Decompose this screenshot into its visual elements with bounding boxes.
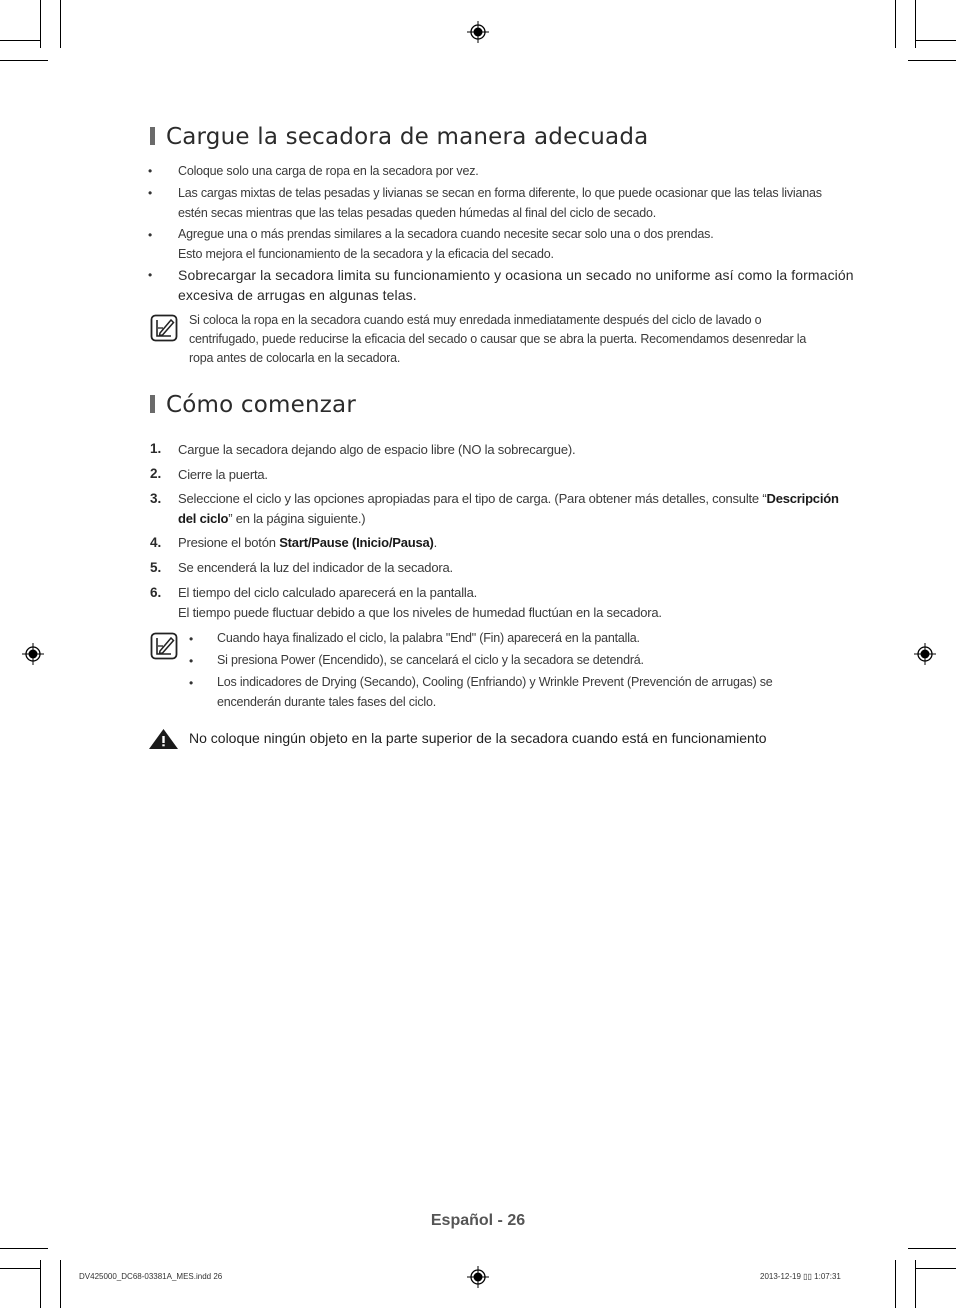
list-item bbox=[178, 161, 479, 181]
step-text: Cargue la secadora dejando algo de espacio libre (NO la sobrecargue). bbox=[178, 442, 576, 457]
step-text-part: . bbox=[433, 535, 438, 550]
note-list-item bbox=[217, 628, 640, 648]
bullet-glyph: • bbox=[148, 186, 153, 200]
crop-mark bbox=[0, 1248, 48, 1249]
step-number: 4. bbox=[150, 535, 162, 550]
note-line: Los indicadores de Drying (Secando), Cooling (Enfriando) y Wrinkle Prevent (Prevención de arrugas) se bbox=[217, 675, 773, 689]
title-bar bbox=[150, 127, 155, 145]
step-bold-text: del ciclo bbox=[178, 511, 229, 526]
title-bar bbox=[150, 395, 155, 413]
step-text bbox=[178, 583, 662, 623]
date-slug: 2013-12-19 ▯▯ 1:07:31 bbox=[760, 1272, 841, 1281]
note-line: Si coloca la ropa en la secadora cuando está muy enredada inmediatamente después del ciclo de lavado o bbox=[189, 313, 762, 327]
step-text: Se encenderá la luz del indicador de la secadora. bbox=[178, 560, 453, 575]
list-item-line: Sobrecargar la secadora limita su funcionamiento y ocasiona un secado no uniforme así como la formación bbox=[178, 267, 854, 283]
list-item-line: Las cargas mixtas de telas pesadas y livianas se secan en forma diferente, lo que puede ocasionar que las telas livianas bbox=[178, 186, 822, 200]
crop-mark bbox=[916, 40, 956, 41]
note-list-item bbox=[217, 650, 644, 670]
list-item bbox=[178, 183, 822, 223]
crop-mark bbox=[60, 0, 61, 48]
note-line: Si presiona Power (Encendido), se cancelará el ciclo y la secadora se detendrá. bbox=[217, 653, 644, 667]
section-title-comenzar bbox=[150, 392, 356, 418]
crop-mark bbox=[908, 1248, 956, 1249]
bullet-glyph: • bbox=[189, 654, 194, 668]
step-text bbox=[178, 489, 839, 529]
crop-mark bbox=[40, 0, 41, 48]
bullet-glyph: • bbox=[148, 164, 153, 178]
step-bold-text: Start/Pause (Inicio/Pausa) bbox=[279, 535, 434, 550]
crop-mark bbox=[916, 1268, 956, 1269]
step-number: 6. bbox=[150, 585, 162, 600]
page-number: Español - 26 bbox=[430, 1212, 526, 1229]
warning-text: No coloque ningún objeto en la parte superior de la secadora cuando está en funcionamiento bbox=[189, 730, 767, 746]
note-line: encenderán durante tales fases del ciclo. bbox=[217, 695, 437, 709]
note-pencil-icon bbox=[150, 314, 178, 342]
bullet-glyph: • bbox=[148, 228, 153, 242]
list-item-line: excesiva de arrugas en algunas telas. bbox=[178, 287, 417, 303]
bullet-glyph: • bbox=[189, 632, 194, 646]
list-item bbox=[178, 224, 714, 264]
step-bold-text: Descripción bbox=[766, 491, 839, 506]
step-text: Cierre la puerta. bbox=[178, 467, 268, 482]
crop-mark bbox=[0, 40, 40, 41]
section-title-cargue bbox=[150, 124, 648, 150]
note-pencil-icon bbox=[150, 632, 178, 660]
crop-mark bbox=[0, 60, 48, 61]
bullet-glyph: • bbox=[148, 268, 153, 282]
step-line bbox=[178, 509, 839, 529]
step-text-part: Seleccione el ciclo y las opciones apropiadas para el tipo de carga. (Para obtener más detalles, consulte “ bbox=[178, 491, 767, 506]
registration-mark-icon bbox=[22, 643, 44, 665]
step-number: 3. bbox=[150, 491, 162, 506]
list-item-line: Agregue una o más prendas similares a la secadora cuando necesite secar solo una o dos prendas. bbox=[178, 227, 714, 241]
warning-triangle-icon bbox=[148, 728, 179, 750]
crop-mark bbox=[895, 0, 896, 48]
note-line: centrifugado, puede reducirse la eficacia del secado o causar que se abra la puerta. Recomendamos desenredar la bbox=[189, 332, 807, 346]
step-line: El tiempo puede fluctuar debido a que los niveles de humedad fluctúan en la secadora. bbox=[178, 605, 662, 620]
crop-mark bbox=[40, 1260, 41, 1308]
registration-mark-icon bbox=[467, 21, 489, 43]
crop-mark bbox=[60, 1260, 61, 1308]
step-text-part: Presione el botón bbox=[178, 535, 280, 550]
list-item-line: Esto mejora el funcionamiento de la secadora y la eficacia del secado. bbox=[178, 247, 554, 261]
bullet-glyph: • bbox=[189, 676, 194, 690]
step-text-part: ” en la página siguiente.) bbox=[228, 511, 366, 526]
section-title-text: Cargue la secadora de manera adecuada bbox=[166, 124, 649, 150]
step-line bbox=[178, 489, 839, 509]
step-number: 5. bbox=[150, 560, 162, 575]
step-number: 2. bbox=[150, 466, 162, 481]
section-title-text: Cómo comenzar bbox=[166, 392, 356, 418]
note-list-item bbox=[217, 672, 773, 712]
crop-mark bbox=[908, 60, 956, 61]
step-line: El tiempo del ciclo calculado aparecerá en la pantalla. bbox=[178, 585, 478, 600]
note-line: Cuando haya finalizado el ciclo, la palabra "End" (Fin) aparecerá en la pantalla. bbox=[217, 631, 640, 645]
registration-mark-icon bbox=[914, 643, 936, 665]
crop-mark bbox=[895, 1260, 896, 1308]
registration-mark-icon bbox=[467, 1266, 489, 1288]
step-text bbox=[178, 533, 437, 553]
list-item-line: Coloque solo una carga de ropa en la secadora por vez. bbox=[178, 164, 479, 178]
file-slug: DV425000_DC68-03381A_MES.indd 26 bbox=[79, 1272, 223, 1281]
step-number: 1. bbox=[150, 441, 162, 456]
note-text bbox=[189, 311, 806, 368]
note-line: ropa antes de colocarla en la secadora. bbox=[189, 351, 401, 365]
crop-mark bbox=[0, 1268, 40, 1269]
list-item bbox=[178, 265, 854, 305]
list-item-line: estén secas mientras que las telas pesadas queden húmedas al final del ciclo de secado. bbox=[178, 206, 657, 220]
